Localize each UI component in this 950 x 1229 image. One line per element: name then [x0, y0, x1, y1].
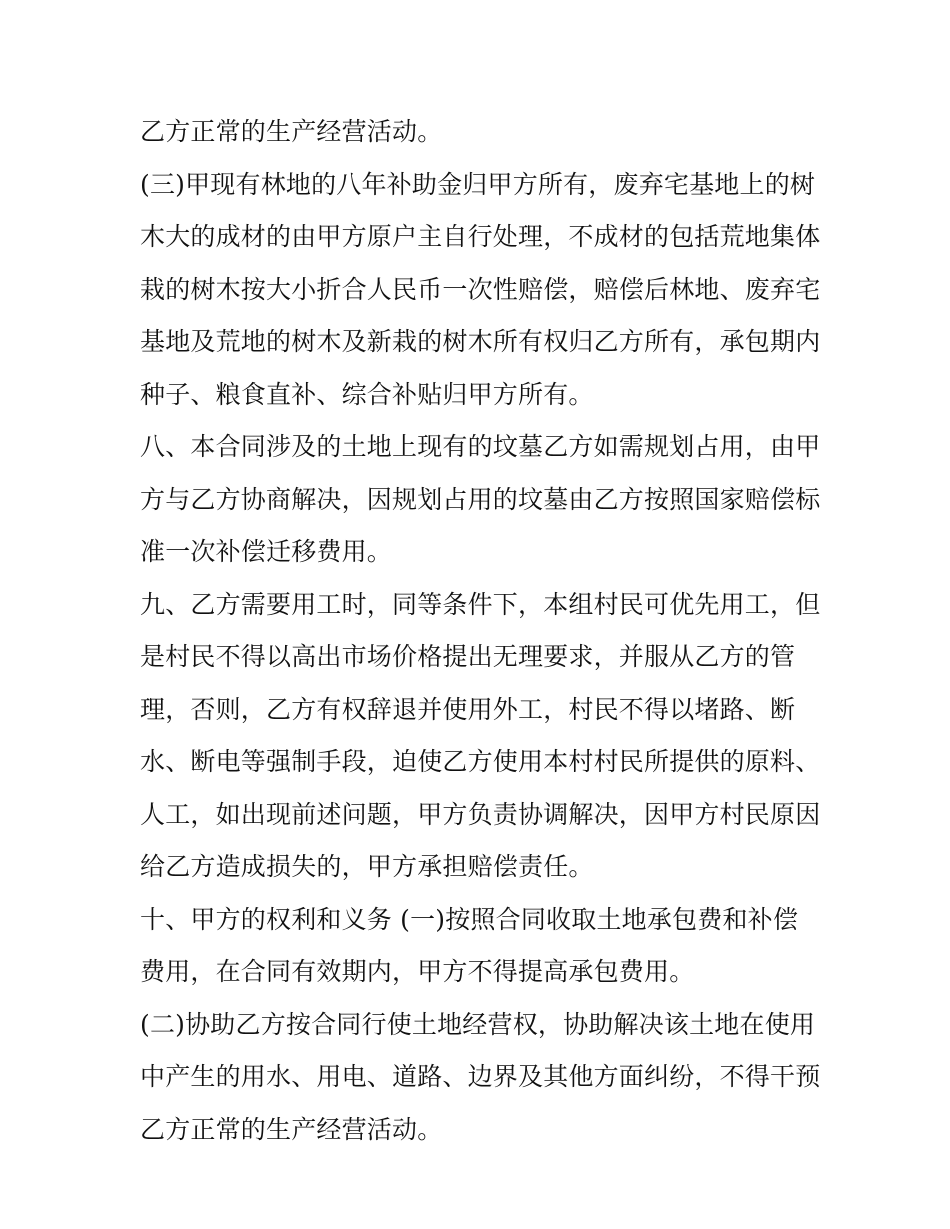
text-line: 准一次补偿迁移费用。 [140, 537, 393, 566]
text-line: 方与乙方协商解决，因规划占用的坟墓由乙方按照国家赔偿标 [140, 484, 821, 514]
text-line: 水、断电等强制手段，迫使乙方使用本村村民所提供的原料、 [140, 747, 821, 776]
text-line: 种子、粮食直补、综合补贴归甲方所有。 [140, 379, 594, 409]
text-line: 乙方正常的生产经营活动。 [140, 1114, 443, 1144]
text-line: 中产生的用水、用电、道路、边界及其他方面纠纷，不得干预 [140, 1062, 821, 1091]
document-body [140, 106, 820, 1156]
text-line: 给乙方造成损失的，甲方承担赔偿责任。 [140, 852, 594, 881]
text-line: (二)协助乙方按合同行使土地经营权，协助解决该土地在使用 [140, 1009, 816, 1039]
text-line: 九、乙方需要用工时，同等条件下，本组村民可优先用工，但 [140, 589, 821, 619]
text-line: 是村民不得以高出市场价格提出无理要求，并服从乙方的管 [140, 642, 796, 671]
text-line: 八、本合同涉及的土地上现有的坟墓乙方如需规划占用，由甲 [140, 432, 821, 461]
text-line: 基地及荒地的树木及新栽的树木所有权归乙方所有，承包期内 [140, 327, 821, 356]
text-line: 木大的成材的由甲方原户主自行处理，不成材的包括荒地集体 [140, 222, 821, 251]
text-line: 费用，在合同有效期内，甲方不得提高承包费用。 [140, 957, 695, 986]
text-line: 十、甲方的权利和义务 (一)按照合同收取土地承包费和补偿 [140, 904, 799, 934]
text-line: (三)甲现有林地的八年补助金归甲方所有，废弃宅基地上的树 [140, 169, 816, 199]
text-line: 栽的树木按大小折合人民币一次性赔偿，赔偿后林地、废弃宅 [140, 274, 821, 304]
text-line: 理，否则，乙方有权辞退并使用外工，村民不得以堵路、断 [140, 694, 796, 724]
text-line: 人工，如出现前述问题，甲方负责协调解决，因甲方村民原因 [140, 799, 821, 829]
text-line: 乙方正常的生产经营活动。 [140, 117, 443, 146]
